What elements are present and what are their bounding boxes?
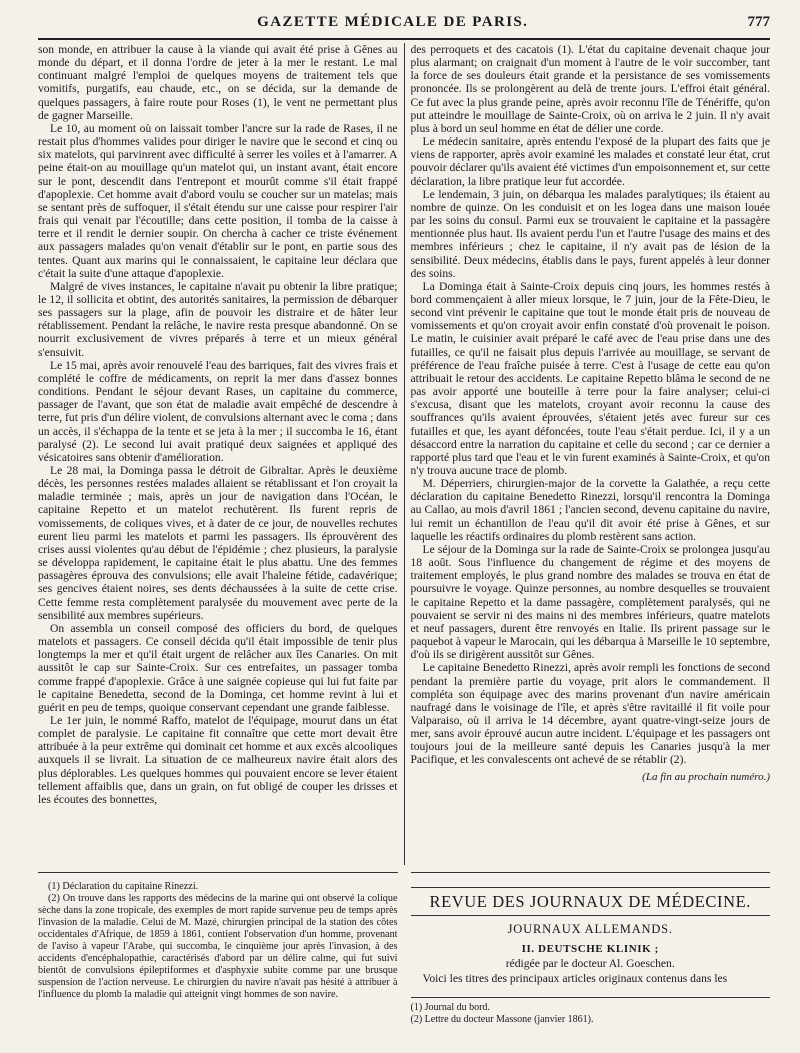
footnote: (1) Journal du bord. <box>410 1002 490 1013</box>
article-columns <box>38 43 770 865</box>
paragraph: des perroquets et des cacatois (1). L'état du capitaine devenait chaque jour plus alarmant; on craignait d'un moment à l'autre de le voir succomber, tant la force de ses douleurs était grande et la persistance de ses vomissements prononcée. Ils se prolongèrent au delà de trente jours. L'effroi était général. Ce fut avec la plus grande peine, après avoir reconnu l'île de Ténériffe, qu'on put atteindre le mouillage de Sainte-Croix, où on arriva le 2 juin. Il n'y avait plus à bord un seul homme en état de délier une corde. <box>410 43 770 135</box>
paragraph: La Dominga était à Sainte-Croix depuis cinq jours, les hommes restés à bord commençaient à aller mieux lorsque, le 7 juin, jour de la Fête-Dieu, le second vint prévenir le capitaine que tout le monde était pris de nouveau de vomissements et qu'on croyait avoir enfin constaté d'où provenait le poison. Le matin, le cuisinier avait préparé le café avec de l'eau prise dans une des futailles, ce qu'il ne faisait plus depuis l'arrivée au mouillage, se servant de préférence de l'eau fraîche puisée à terre. C'est à l'usage de cette eau qu'on attribuait le retour des accidents. Le capitaine Repetto blâma le second de ne pas avoir apporté une bouteille à terre pour la faire analyser; celui-ci s'excusa, disant que les matelots, croyant avoir reconnu la cause des souffrances qu'ils avaient éprouvées, s'étaient jetés avec fureur sur ces futailles et que, les ayant défoncées, toute l'eau s'était perdue. Ici, il y a un désaccord entre la narration du capitaine et celle du second ; car ce dernier a rapporté plus tard que l'eau et le vin furent examinés à Sainte-Croix, et qu'on n'y trouva aucune trace de plomb. <box>410 279 770 477</box>
paragraph: Malgré de vives instances, le capitaine n'avait pu obtenir la libre pratique; le 12, il sollicita et obtint, des autorités sanitaires, la permission de débarquer ses passagers sur la plage, afin de pouvoir les distraire et de hâter leur rétablissement. Pendant la relâche, le navire resta presque abandonné. On se nourrit exclusivement de vivres préparés à terre et un mieux général s'ensuivit. <box>38 279 398 359</box>
right-column <box>410 43 770 865</box>
footnotes-right <box>411 997 771 1026</box>
column-divider <box>404 43 405 865</box>
paragraph: Le 28 mai, la Dominga passa le détroit de Gibraltar. Après le deuxième décès, les personnes restées malades allaient se rétablissant et l'on croyait la maladie terminée ; mais, après un jour de navigation dans l'Océan, le capitaine Repetto et un matelot rechutèrent. Ils furent repris de vomissements, de coliques vives, et à dater de ce jour, de nouvelles rechutes eurent lieu parmi les matelots et parmi les passagers. Ils éprouvèrent des crises aussi violentes qu'au début de l'épidémie ; chez plusieurs, la paralysie se développa rapidement, le capitaine était le plus abattu. Une des femmes passagères éprouva des convulsions; elle avait l'haleine fétide, cadavérique; ses gencives étaient noires, ses dents déchaussées à la suite de cette crise. Cette femme resta complètement paralysée du mouvement avec perte de la sensibilité aux membres supérieurs. <box>38 464 398 622</box>
paragraph: Le médecin sanitaire, après entendu l'exposé de la plupart des faits que je viens de rapporter, après avoir examiné les malades et constaté leur état, crut pouvoir déclarer qu'ils avaient été victimes d'un empoisonnement et, sur cette déclaration, la libre pratique leur fut accordée. <box>410 135 770 188</box>
journal-title: GAZETTE MÉDICALE DE PARIS. <box>257 14 529 30</box>
paragraph: Le 10, au moment où on laissait tomber l'ancre sur la rade de Rases, il ne restait plus d'hommes valides pour diriger le navire que le second et cinq ou six matelots, qui parvinrent avec difficulté à serrer les voiles et à l'amarrer. A peine était-on au mouillage qu'un matelot qui, un instant avant, était encore sur le pont, descendit dans l'entrepont et mourût comme s'il était frappé d'apoplexie. Cet homme avait d'abord voulu se coucher sur un matelas; mais se sentant près de suffoquer, il s'était étendu sur une caisse pour respirer l'air frais qui venait par l'écoutille; dans cette position, il tomba de la caisse à terre et il rendit le dernier soupir. On chercha à cacher ce triste événement aux passagers malades qu'on venait d'établir sur le pont, en partie sous des tentes. Quant aux marins qui le connaissaient, le capitaine leur déclara que c'était la suite d'une attaque d'apoplexie. <box>38 121 398 280</box>
left-column <box>38 43 398 865</box>
paragraph: Le 1er juin, le nommé Raffo, matelot de l'équipage, mourut dans un état complet de paralysie. Le capitaine fit connaître que cette mort devait être attribuée à la peur extrême qui dominait cet homme et aux excès alcooliques auxquels il se livrait. La situation de ce malheureux navire était alors des plus déplorables. Les quelques hommes qui pouvaient encore se lever étaient tellement affaiblis que, dans un grain, on fut obligé de couper les drisses et les écoutes des bonnettes, <box>38 713 398 806</box>
footnote: (2) Lettre du docteur Massone (janvier 1861). <box>410 1014 594 1025</box>
paragraph: M. Déperriers, chirurgien-major de la corvette la Galathée, a reçu cette déclaration du capitaine Benedetto Rinezzi, lorsqu'il rencontra la Dominga au Callao, au mois d'avril 1861 ; l'ancien second, devenu capitaine du navire, lui remit un échantillon de l'eau qu'il dit avoir été prise à Gênes, et sur laquelle les réactifs ordinaires du plomb restèrent sans action. <box>410 477 770 543</box>
continuation-note: (La fin au prochain numéro.) <box>642 770 770 783</box>
review-section-heading: II. DEUTSCHE KLINIK ; <box>521 943 659 955</box>
review-intro: Voici les titres des principaux articles originaux contenus dans les <box>422 972 728 985</box>
header-rule <box>38 38 770 40</box>
paragraph: Le capitaine Benedetto Rinezzi, après avoir rempli les fonctions de second pendant la première partie du voyage, prit alors le commandement. Il compléta son équipage avec des marins provenant d'un navire américain naufragé dans le voisinage de l'île, et après s'être ravitaillé il fit voile pour Valparaiso, où il arriva le 14 décembre, ayant quatre-vingt-seize jours de mer, sans avoir éprouvé aucun autre incident. L'équipage et les passagers ont toujours joui de la meilleure santé depuis les Canaries jusqu'à la mer Pacifique, et les convalescents ont achevé de se rétablir (2). <box>410 661 770 767</box>
review-section <box>411 872 771 1047</box>
page-header <box>38 14 770 36</box>
page-number: 777 <box>747 14 770 30</box>
footnote: (1) Déclaration du capitaine Rinezzi. <box>48 881 199 892</box>
paragraph: On assembla un conseil composé des officiers du bord, de quelques matelots et passagers. Ce conseil décida qu'il était impossible de tenir plus longtemps la mer et qu'il était urgent de relâcher aux îles Canaries. On mit aussitôt le cap sur Sainte-Croix. Sur ces entrefaites, un passager tomba comme frappé d'apoplexie. Grâce à une saignée copieuse qui lui fut faite par le capitaine Benedetta, second de la Dominga, cet homme revint à lui et guérit en peu de temps, quoique conservant cependant une grande faiblesse. <box>38 621 398 714</box>
paragraph: Le séjour de la Dominga sur la rade de Sainte-Croix se prolongea jusqu'au 18 août. Sous l'influence du changement de régime et des moyens de traitement employés, le plus grand nombre des malades se trouva en état de poursuivre le voyage. Quinze personnes, au nombre desquelles se trouvaient le capitaine Repetto et la dame passagère, complètement paralysés, qui ne pouvaient se servir ni des mains ni des membres inférieurs, quatre matelots et neuf passagers, durent être renvoyés en Italie. Ils prirent passage sur le paquebot à vapeur le Marocain, qui les débarqua à Marseille le 10 septembre, d'où ils se dirigèrent aussitôt sur Gênes. <box>410 542 770 662</box>
paragraph: Le 15 mai, après avoir renouvelé l'eau des barriques, fait des vivres frais et complété le coffre de médicaments, on reprit la mer dans d'assez bonnes conditions. Pendant le séjour devant Rases, un capitaine du commerce, passager de l'avant, que son état de maladie avait empêché de descendre à terre, fut pris d'un délire violent, de convulsions alternant avec le coma ; dans un accès, il s'échappa de la tente et se jeta à la mer ; il succomba le 16, étant paralysé (2). Le second lui avait pratiqué deux saignées et appliqué des vésicatoires sans obtenir d'amélioration. <box>38 358 398 464</box>
footnotes-left <box>38 872 398 1047</box>
review-subtitle: JOURNAUX ALLEMANDS. <box>507 922 673 936</box>
review-byline: rédigée par le docteur Al. Goeschen. <box>505 957 675 970</box>
review-title: REVUE DES JOURNAUX DE MÉDECINE. <box>411 887 771 916</box>
bottom-section <box>38 872 770 1047</box>
paragraph: Le lendemain, 3 juin, on débarqua les malades paralytiques; ils étaient au nombre de quinze. On les conduisit et on les logea dans une maison louée par les soins du consul. Parmi eux se trouvaient le capitaine et la passagère mentionnée plus haut. Ils avaient perdu l'un et l'autre l'usage des mains et des membres inférieurs ; chez le capitaine, il n'y avait pas de lésion de la sensibilité. Deux médecins, établis dans le pays, furent appelés à leur donner des soins. <box>410 187 770 280</box>
paragraph: son monde, en attribuer la cause à la viande qui avait été prise à Gênes au monde du départ, et il donna l'ordre de jeter à la mer le restant. Le mal continuant malgré l'emploi de quelques moyens de traitement tels que vomitifs, purgatifs, eau chaude, etc., on se décida, sur la demande de quelques passagers, à faire route pour Roses (1), le vent ne permettant plus de gagner Marseille. <box>38 43 398 122</box>
footnote: (2) On trouve dans les rapports des médecins de la marine qui ont observé la colique sèche dans la zone tropicale, des exemples de mort rapide survenue peu de temps après l'invasion de la maladie. Celui de M. Mazé, chirurgien principal de la station des côtes occidentales d'Afrique, de 1859 à 1861, contient l'observation d'un homme, provenant de l'aviso à vapeur l'Arabe, qui succomba, le cinquième jour après l'invasion, à des accidents d'encéphalopathie, caractérisés d'abord par un délire calme, qui fut suivi bientôt de convulsions épileptiformes et d'asphyxie subite comme par une brusque suspension de l'action nerveuse. Le chirurgien du navire n'avait pas hésité à attribuer à l'influence du plomb la maladie qui atteignit vingt hommes de son navire. <box>38 893 398 1000</box>
